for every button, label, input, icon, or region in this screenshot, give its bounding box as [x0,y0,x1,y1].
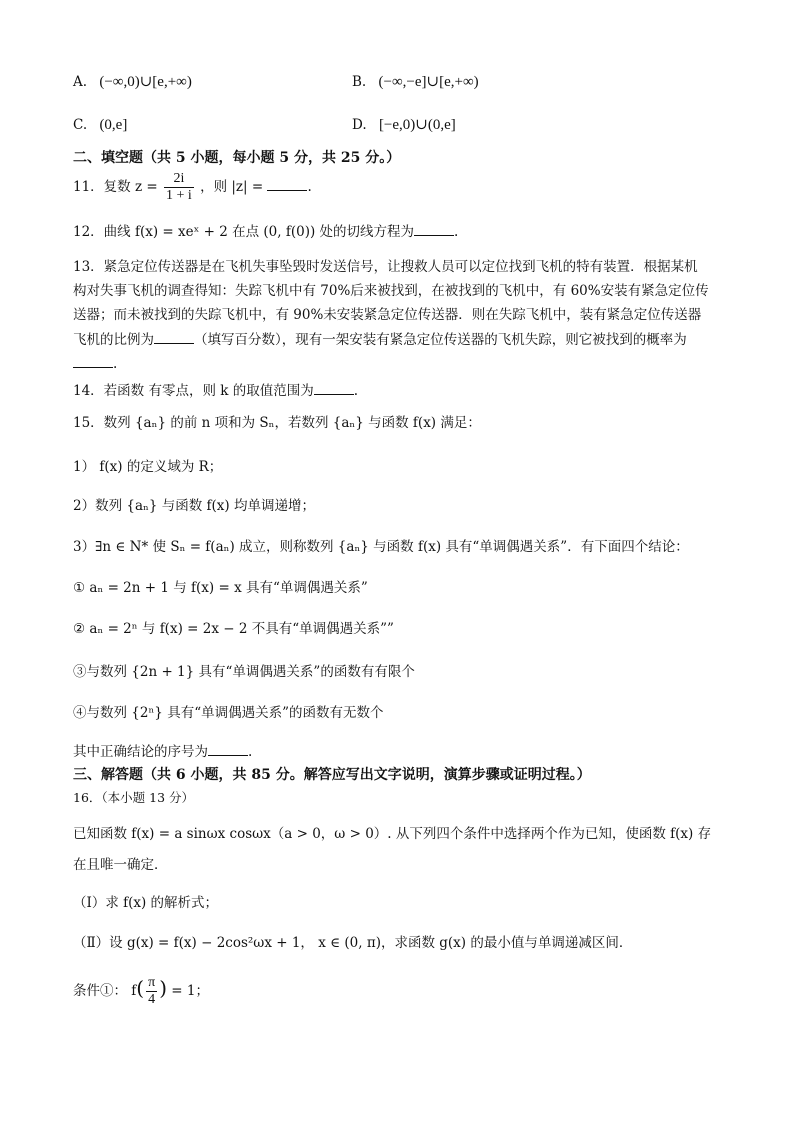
q16-cond1-post: = 1； [171,983,209,999]
q15-condition-3: 3）∃n ∈ N* 使 Sₙ = f(aₙ) 成立，则称数列 {aₙ} 与函数 f(x) 具有“单调偶遇关系”．有下面四个结论： [73,539,689,555]
q11-end: . [307,179,312,195]
q15-answer-blank [208,741,248,756]
q16-line-1: 已知函数 f(x) = a sinωx cosωx（a > 0，ω > 0）. 从下列四个条件中选择两个作为已知，使函数 f(x) 存 [73,826,712,842]
q16-part-1: （Ⅰ）求 f(x) 的解析式； [73,895,219,911]
q13-line-3: 送器；而未被找到的失踪飞机中，有 90%未安装紧急定位传送器．则在失踪飞机中，装有紧急定位传送器 [73,307,702,323]
q15-condition-1: 1） f(x) 的定义域为 R； [73,459,223,475]
q15-statement-3: ③与数列 {2n + 1} 具有“单调偶遇关系”的函数有有限个 [73,664,415,680]
question-12 [73,221,458,242]
q13-line-4a: 飞机的比例为 [73,332,154,348]
q11-answer-blank [267,176,307,191]
question-11 [73,170,312,204]
q15-final-text: 其中正确结论的序号为 [73,744,208,760]
q16-cond1-denominator: 4 [148,992,156,1007]
option-d-expr: [−e,0)∪(0,e] [378,117,456,133]
option-b-label: B. [352,74,367,90]
q12-end: . [454,224,459,240]
q16-cond1-paren-open: ( [136,976,145,1000]
q11-fraction [164,171,194,204]
option-b [352,72,479,92]
q13-blank-2 [73,353,113,368]
q14-end: . [353,383,359,399]
q16-line-2: 在且唯一确定． [73,857,168,873]
q11-post: ，则 |z| = [200,179,264,195]
q16-cond1-numerator: π [148,975,156,990]
section3-heading: 三、解答题（共 6 小题，共 85 分。解答应写出文字说明，演算步骤或证明过程。） [73,767,591,783]
q13-end: . [113,356,118,372]
q16-header: 16．（本小题 13 分） [73,790,195,805]
q16-cond1-paren-close: ) [159,976,167,1000]
q15-statement-2: ② aₙ = 2ⁿ 与 f(x) = 2x − 2 不具有“单调偶遇关系”” [73,621,394,637]
q11-numerator: 2i [164,171,194,188]
q12-answer-blank [414,221,454,236]
option-c-expr: (0,e] [99,117,128,133]
q16-condition-1 [73,968,209,1011]
q13-line-5 [73,353,117,374]
q14-text: 14．若函数 有零点，则 k 的取值范围为 [73,383,314,399]
q16-part-2: （Ⅱ）设 g(x) = f(x) − 2cos²ωx + 1， x ∈ (0, π)，求函数 g(x) 的最小值与单调递减区间． [73,935,633,951]
question-14 [73,380,358,401]
q14-answer-blank [314,380,354,395]
option-d [352,115,456,135]
q15-statement-1: ① aₙ = 2n + 1 与 f(x) = x 具有“单调偶遇关系” [73,580,368,596]
q15-final [73,741,252,762]
q16-cond1-pre: 条件①： f [73,983,137,999]
q16-cond1-fraction [146,975,157,1008]
option-b-expr: (−∞,−e]∪[e,+∞) [378,74,479,90]
q12-text: 12．曲线 f(x) = xeˣ + 2 在点 (0, f(0)) 处的切线方程为 [73,224,415,240]
q15-end: . [248,744,253,760]
option-a-label: A. [73,74,88,90]
q13-blank-1 [154,329,194,344]
q13-line-4 [73,329,687,350]
q13-line-2: 构对失事飞机的调查得知：失踪飞机中有 70%后来被找到，在被找到的飞机中，有 60%安装有紧急定位传 [73,283,709,299]
option-d-label: D. [352,117,367,133]
option-c [73,115,127,135]
option-a-expr: (−∞,0)∪[e,+∞) [99,74,192,90]
option-c-label: C. [73,117,88,133]
q15-statement-4: ④与数列 {2ⁿ} 具有“单调偶遇关系”的函数有无数个 [73,705,384,721]
q15-condition-2: 2）数列 {aₙ} 与函数 f(x) 均单调递增； [73,498,315,514]
q13-line-1: 13．紧急定位传送器是在飞机失事坠毁时发送信号，让搜救人员可以定位找到飞机的特有装置．根据某机 [73,259,698,275]
option-a [73,72,192,92]
section2-heading: 二、填空题（共 5 小题，每小题 5 分，共 25 分。） [73,150,401,166]
q15-intro: 15．数列 {aₙ} 的前 n 项和为 Sₙ，若数列 {aₙ} 与函数 f(x) 满足： [73,415,481,431]
q11-pre: 11．复数 z = [73,179,158,195]
q11-denominator: 1 + i [165,188,192,203]
q13-line-4b: （填写百分数），现有一架安装有紧急定位传送器的飞机失踪，则它被找到的概率为 [194,332,687,348]
